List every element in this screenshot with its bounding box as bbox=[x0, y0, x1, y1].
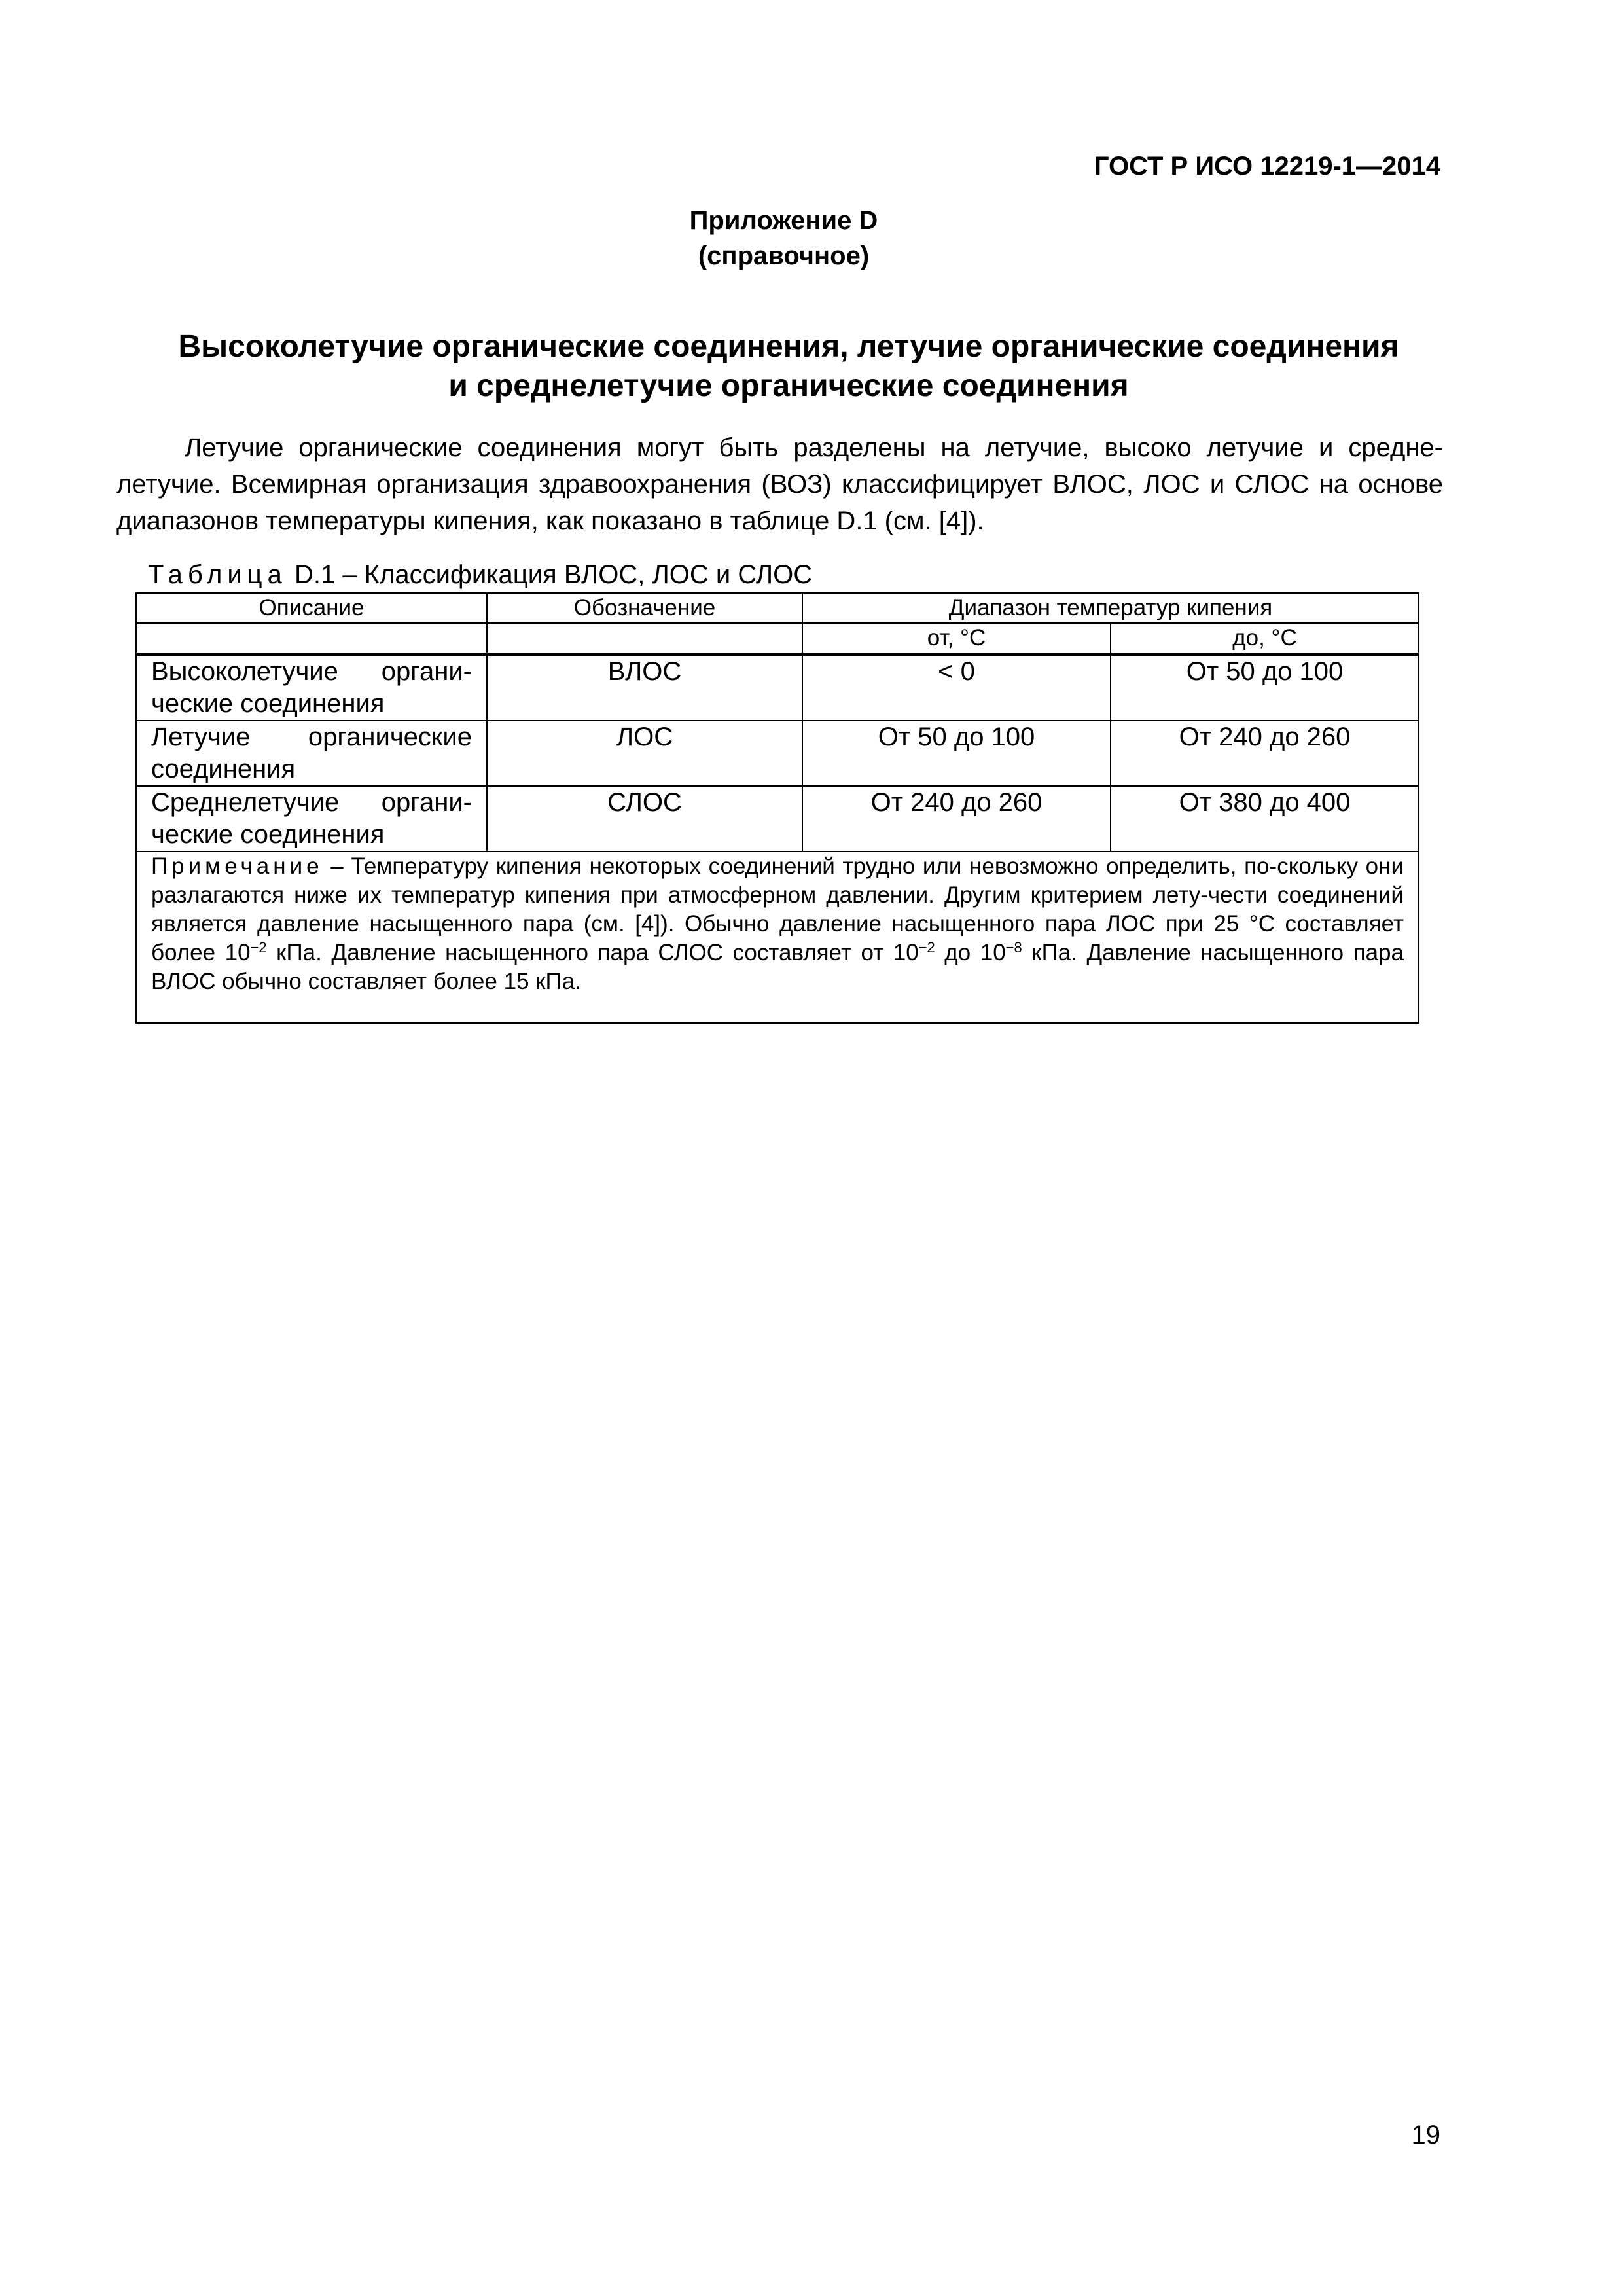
table-caption-label: Таблица bbox=[148, 560, 287, 589]
annex-status: (справочное) bbox=[698, 242, 870, 270]
note-exponent: −8 bbox=[1005, 939, 1022, 956]
note-text: кПа. Давление насыщенного пара СЛОС составляет от 10 bbox=[266, 940, 919, 965]
row-designation: СЛОС bbox=[487, 786, 802, 852]
annex-heading bbox=[0, 203, 1567, 274]
page-number: 19 bbox=[1411, 2121, 1440, 2149]
subheader-empty-2 bbox=[487, 623, 802, 655]
header-designation: Обозначение bbox=[487, 593, 802, 623]
note-text: – Температуру кипения некоторых соединений трудно или невозможно определить, по-скольку они разлагаются ниже их температур кипения при атмосферном давлении. Другим критерием лету-чести соединений является давление насыщенного пара (см. [4]). Обычно давление насыщенного пара ЛОС при 25 °С составляет более 10 bbox=[151, 853, 1404, 965]
table-row bbox=[136, 786, 1419, 852]
table-caption-text: D.1 – Классификация ВЛОС, ЛОС и СЛОС bbox=[287, 560, 813, 589]
table-note bbox=[136, 852, 1419, 1023]
note-text: кПа. Давление насыщенного пара ВЛОС обычно составляет более 15 кПа. bbox=[151, 940, 1404, 994]
subheader-empty-1 bbox=[136, 623, 487, 655]
row-designation: ВЛОС bbox=[487, 655, 802, 721]
note-exponent: −2 bbox=[250, 939, 267, 956]
annex-title: Приложение D bbox=[689, 206, 878, 235]
note-label: Примечание bbox=[151, 853, 323, 879]
section-title-line1: Высоколетучие органические соединения, летучие органические соединения bbox=[178, 329, 1399, 364]
note-text: до 10 bbox=[935, 940, 1006, 965]
document-code: ГОСТ Р ИСО 12219-1—2014 bbox=[1094, 152, 1440, 181]
table-subheader-row bbox=[136, 623, 1419, 655]
row-to: От 50 до 100 bbox=[1111, 655, 1419, 721]
row-from: От 240 до 260 bbox=[802, 786, 1111, 852]
table-note-row bbox=[136, 852, 1419, 1023]
row-to: От 380 до 400 bbox=[1111, 786, 1419, 852]
intro-paragraph: Летучие органические соединения могут быть разделены на летучие, высоко летучие и средне-летучие. Всемирная организация здравоохранения (ВОЗ) классифицирует ВЛОС, ЛОС и СЛОС на основе диапазонов температуры кипения, как показано в таблице D.1 (см. [4]). bbox=[116, 433, 1443, 535]
table-row bbox=[136, 655, 1419, 721]
table-row bbox=[136, 721, 1419, 786]
header-boiling-range: Диапазон температур кипения bbox=[802, 593, 1419, 623]
row-description: Летучие органические соединения bbox=[136, 721, 487, 786]
header-from: от, °С bbox=[802, 623, 1111, 655]
classification-table bbox=[135, 592, 1419, 1024]
header-to: до, °С bbox=[1111, 623, 1419, 655]
table-caption bbox=[148, 560, 812, 590]
section-title bbox=[118, 327, 1459, 406]
header-description: Описание bbox=[136, 593, 487, 623]
row-from: От 50 до 100 bbox=[802, 721, 1111, 786]
row-description: Среднелетучие органи-ческие соединения bbox=[136, 786, 487, 852]
row-description: Высоколетучие органи-ческие соединения bbox=[136, 655, 487, 721]
row-designation: ЛОС bbox=[487, 721, 802, 786]
row-from: < 0 bbox=[802, 655, 1111, 721]
note-exponent: −2 bbox=[918, 939, 935, 956]
row-to: От 240 до 260 bbox=[1111, 721, 1419, 786]
table-header-row bbox=[136, 593, 1419, 623]
section-title-line2: и среднелетучие органические соединения bbox=[448, 368, 1129, 403]
